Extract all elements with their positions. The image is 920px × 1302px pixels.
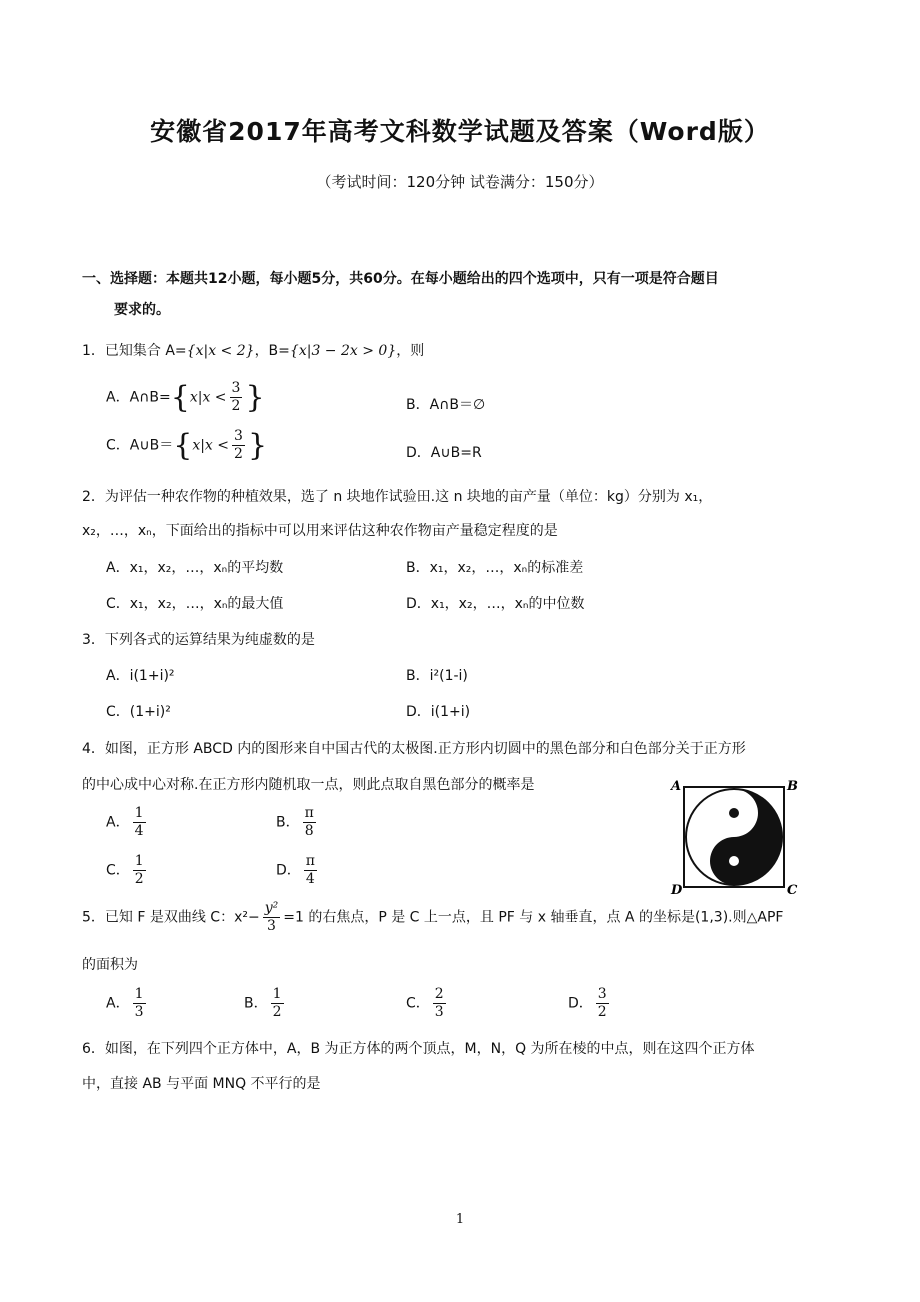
q4-d-num: π [305,853,315,869]
q5-prefix: 5．已知 F 是双曲线 C：x²− [82,909,260,926]
q1-set-a: x|x < 2 [195,343,246,359]
q4-option-a [106,805,149,840]
label-b: B [787,779,798,794]
q4-c-label: C． [106,862,130,879]
question-6-cont: 中，直接 AB 与平面 MNQ 不平行的是 [82,1076,321,1092]
q5-suffix: =1 的右焦点，P 是 C 上一点，且 PF 与 x 轴垂直，点 A 的坐标是(1,3).则△APF [283,909,784,926]
question-2-cont: x₂，…，xₙ，下面给出的指标中可以用来评估这种农作物亩产量稳定程度的是 [82,523,558,539]
black-dot [729,808,739,818]
q4-option-d [276,853,320,888]
q5-c-den: 3 [434,1004,444,1020]
q4-d-label: D． [276,862,301,879]
question-5 [82,900,783,935]
q5-den: 3 [267,918,276,934]
section-heading-cont: 要求的。 [114,302,170,318]
q5-d-den: 2 [597,1004,607,1020]
q5-option-a [106,986,149,1021]
q1-a-label: A．A∩B= [106,389,171,406]
q5-b-label: B． [244,995,268,1012]
q1-a-den: 2 [231,398,241,414]
q1-suffix: ，则 [396,343,425,359]
q5-b-den: 2 [272,1004,282,1020]
q4-d-den: 4 [305,871,315,887]
q3-option-c: C．(1+i)² [106,704,171,720]
q4-a-num: 1 [134,805,144,821]
q1-mid: ，B= [254,343,290,359]
q4-option-b [276,805,319,840]
q5-option-d [568,986,612,1021]
q3-option-d: D．i(1+i) [406,704,471,720]
white-dot [729,856,739,866]
q5-b-num: 1 [272,986,282,1002]
q3-option-b: B．i²(1-i) [406,668,468,684]
q5-d-label: D． [568,995,593,1012]
question-3: 3．下列各式的运算结果为纯虚数的是 [82,632,315,648]
question-4: 4．如图，正方形 ABCD 内的图形来自中国古代的太极图.正方形内切圆中的黑色部分和白色部分关于正方形 [82,741,746,757]
section-heading: 一、选择题：本题共12小题，每小题5分，共60分。在每小题给出的四个选项中，只有一项是符合题目 [82,271,719,287]
question-6: 6．如图，在下列四个正方体中，A，B 为正方体的两个顶点，M，N，Q 为所在棱的中点，则在这四个正方体 [82,1041,755,1057]
q5-c-num: 2 [434,986,444,1002]
label-d: D [671,883,683,896]
label-c: C [787,883,798,896]
question-5-cont: 的面积为 [82,957,138,973]
q5-a-num: 1 [134,986,144,1002]
q1-option-d: D．A∪B=R [406,445,482,461]
q4-c-num: 1 [134,853,144,869]
q5-num: y² [264,900,279,916]
q5-a-den: 3 [134,1004,144,1020]
exam-info: （考试时间：120分钟 试卷满分：150分） [316,173,604,191]
question-1: 1．已知集合 A={x|x < 2}，B={x|3 − 2x > 0}，则 [82,343,425,359]
q1-option-a: A．A∩B={x|x < $\frac{3}{2}$ } [106,380,265,415]
q1-option-b: B．A∩B＝∅ [406,397,486,413]
question-2: 2．为评估一种农作物的种植效果，选了 n 块地作试验田.这 n 块地的亩产量（单位：kg）分别为 x₁， [82,489,713,505]
q5-option-c [406,986,449,1021]
q1-c-label: C．A∪B＝ [106,437,174,454]
q1-c-den: 2 [234,446,243,462]
q2-option-c: C．x₁，x₂，…，xₙ的最大值 [106,596,284,612]
q4-c-den: 2 [134,871,144,887]
q5-option-b [244,986,287,1021]
q1-set-b: x|3 − 2x > 0 [298,343,388,359]
q1-c-num: 3 [234,428,243,444]
q1-prefix: 1．已知集合 A= [82,343,187,359]
q2-option-b: B．x₁，x₂，…，xₙ的标准差 [406,560,584,576]
q5-d-num: 3 [597,986,607,1002]
q1-a-set: x|x < [189,389,227,406]
q1-a-num: 3 [231,380,241,396]
page-title: 安徽省2017年高考文科数学试题及答案（Word版） [150,117,770,146]
q3-option-a: A．i(1+i)² [106,668,175,684]
question-4-cont: 的中心成中心对称.在正方形内随机取一点，则此点取自黑色部分的概率是 [82,777,535,793]
q4-a-den: 4 [134,823,144,839]
q1-c-set: x|x < [192,437,230,454]
q5-c-label: C． [406,995,430,1012]
q1-option-c: C．A∪B＝{x|x < $\frac{3}{2}$ } [106,428,268,463]
page-number: 1 [455,1212,465,1227]
q4-option-c [106,853,149,888]
label-a: A [671,779,682,794]
q4-b-label: B． [276,814,300,831]
q5-a-label: A． [106,995,130,1012]
q2-option-a: A．x₁，x₂，…，xₙ的平均数 [106,560,284,576]
q4-b-den: 8 [304,823,314,839]
q2-option-d: D．x₁，x₂，…，xₙ的中位数 [406,596,585,612]
taiji-figure [668,774,800,896]
q4-b-num: π [304,805,314,821]
q4-a-label: A． [106,814,130,831]
